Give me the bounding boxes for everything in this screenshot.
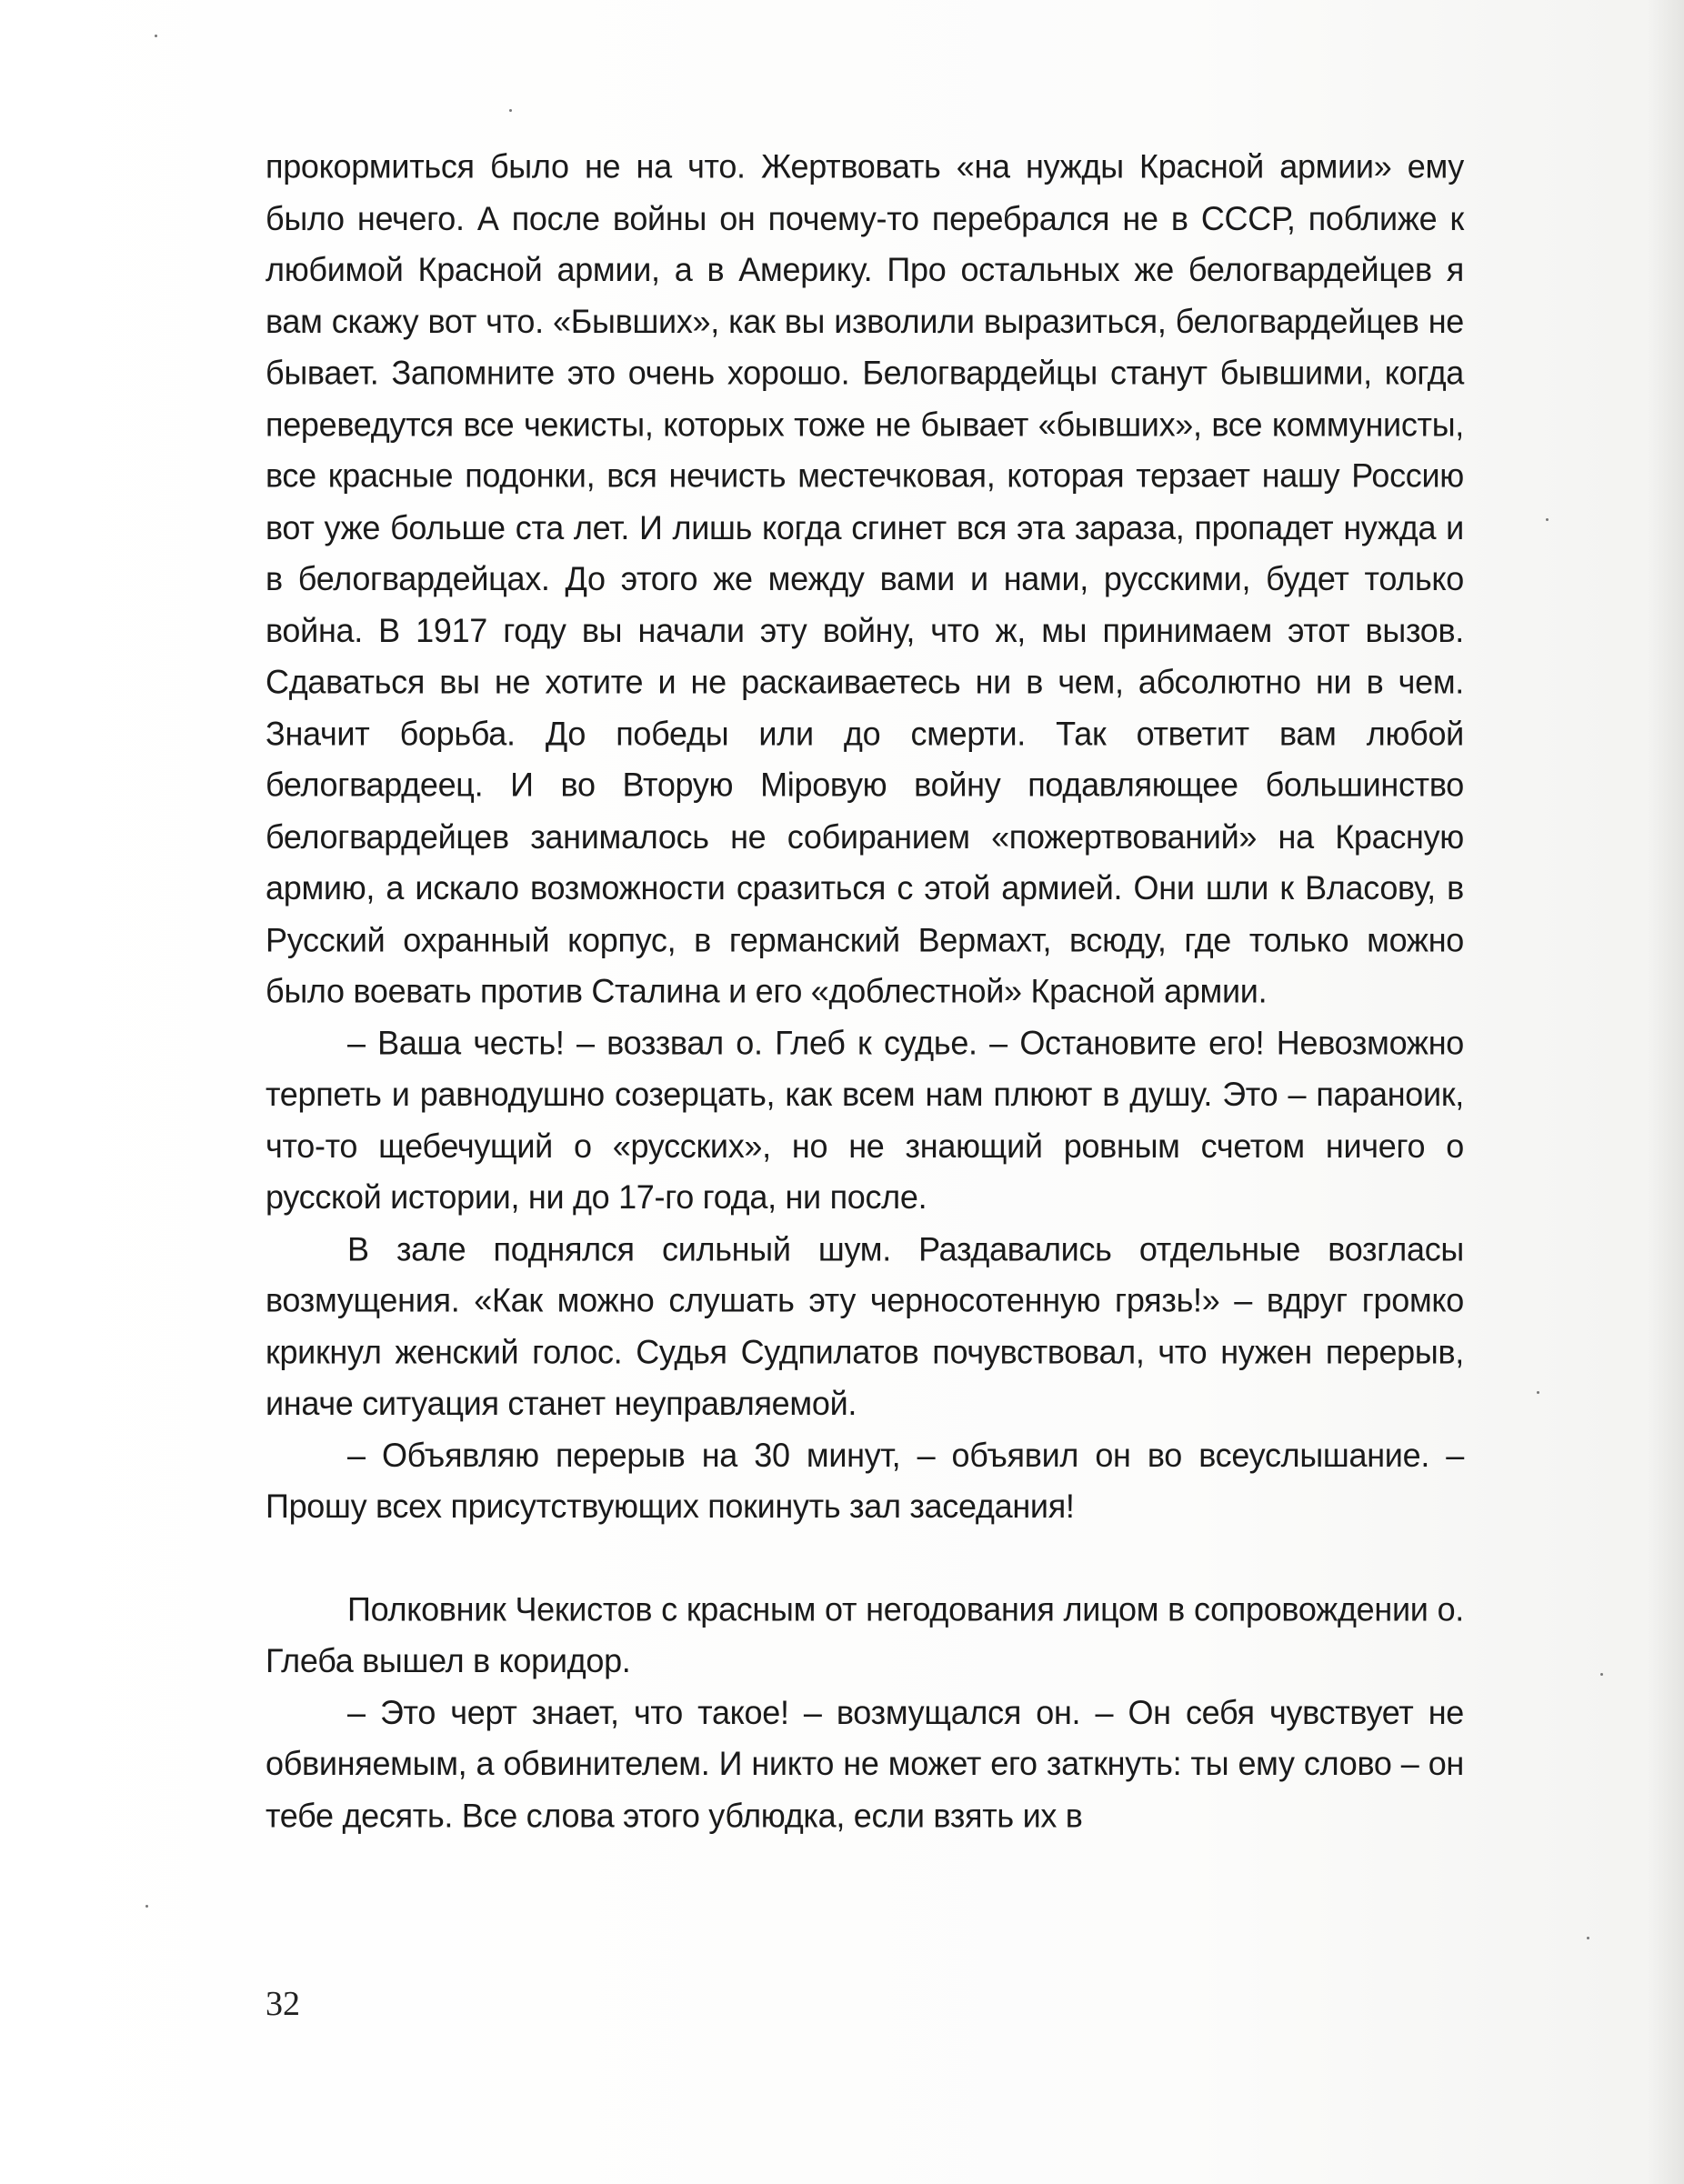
scan-speck xyxy=(509,109,512,112)
scan-speck xyxy=(1600,1673,1603,1676)
paragraph: Полковник Чекистов с красным от негодования лицом в сопровождении о. Глеба вышел в коридор. xyxy=(266,1588,1464,1680)
page-edge-shadow xyxy=(1648,0,1684,2184)
scan-speck xyxy=(155,35,157,37)
paragraph: – Ваша честь! – воззвал о. Глеб к судье. – Остановите его! Невозможно терпеть и равнодушно созерцать, как всем нам плюют в душу. Это – параноик, что-то щебечущий о «русских», но не знающий ровным счетом ничего о русской истории, ни до 17-го года, ни после. xyxy=(266,1022,1464,1217)
scan-speck xyxy=(145,1905,148,1908)
paragraph: – Это черт знает, что такое! – возмущался он. – Он себя чувствует не обвиняемым, а обвинителем. И никто не может его заткнуть: ты ему слово – он тебе десять. Все слова этого ублюдка, если взять их в xyxy=(266,1692,1464,1835)
scan-speck xyxy=(1587,1937,1589,1939)
scan-speck xyxy=(1537,1391,1539,1394)
scan-speck xyxy=(1546,518,1549,521)
paragraph: – Объявляю перерыв на 30 минут, – объявил он во всеуслышание. – Прошу всех присутствующих покинуть зал заседания! xyxy=(266,1435,1464,1526)
body-text xyxy=(266,141,1464,1841)
page-number: 32 xyxy=(266,1985,300,2023)
paragraph: В зале поднялся сильный шум. Раздавались отдельные возгласы возмущения. «Как можно слушать эту черносотенную грязь!» – вдруг громко крикнул женский голос. Судья Судпилатов почувствовал, что нужен перерыв, иначе ситуация станет неуправляемой. xyxy=(266,1228,1464,1423)
paragraph: прокормиться было не на что. Жертвовать «на нужды Красной армии» ему было нечего. А после войны он почему-то перебрался не в СССР, поближе к любимой Красной армии, а в Америку. Про остальных же белогвардейцев я вам скажу вот что. «Бывших», как вы изволили выразиться, белогвардейцев не бывает. Запомните это очень хорошо. Белогвардейцы станут бывшими, когда переведутся все чекисты, которых тоже не бывает «бывших», все коммунисты, все красные подонки, вся нечисть местечковая, которая терзает нашу Россию вот уже больше ста лет. И лишь когда сгинет вся эта зараза, пропадет нужда и в белогвардейцах. До этого же между вами и нами, русскими, будет только война. В 1917 году вы начали эту войну, что ж, мы принимаем этот вызов. Сдаваться вы не хотите и не раскаиваетесь ни в чем, абсолютно ни в чем. Значит борьба. До победы или до смерти. Так ответит вам любой белогвардеец. И во Вторую Міровую войну подавляющее большинство белогвардейцев занималось не собиранием «пожертвований» на Красную армию, а искало возможности сразиться с этой армией. Они шли к Власову, в Русский охранный корпус, в германский Вермахт, всюду, где только можно было воевать против Сталина и его «доблестной» Красной армии. xyxy=(266,146,1464,1010)
section-gap xyxy=(266,1532,1464,1583)
